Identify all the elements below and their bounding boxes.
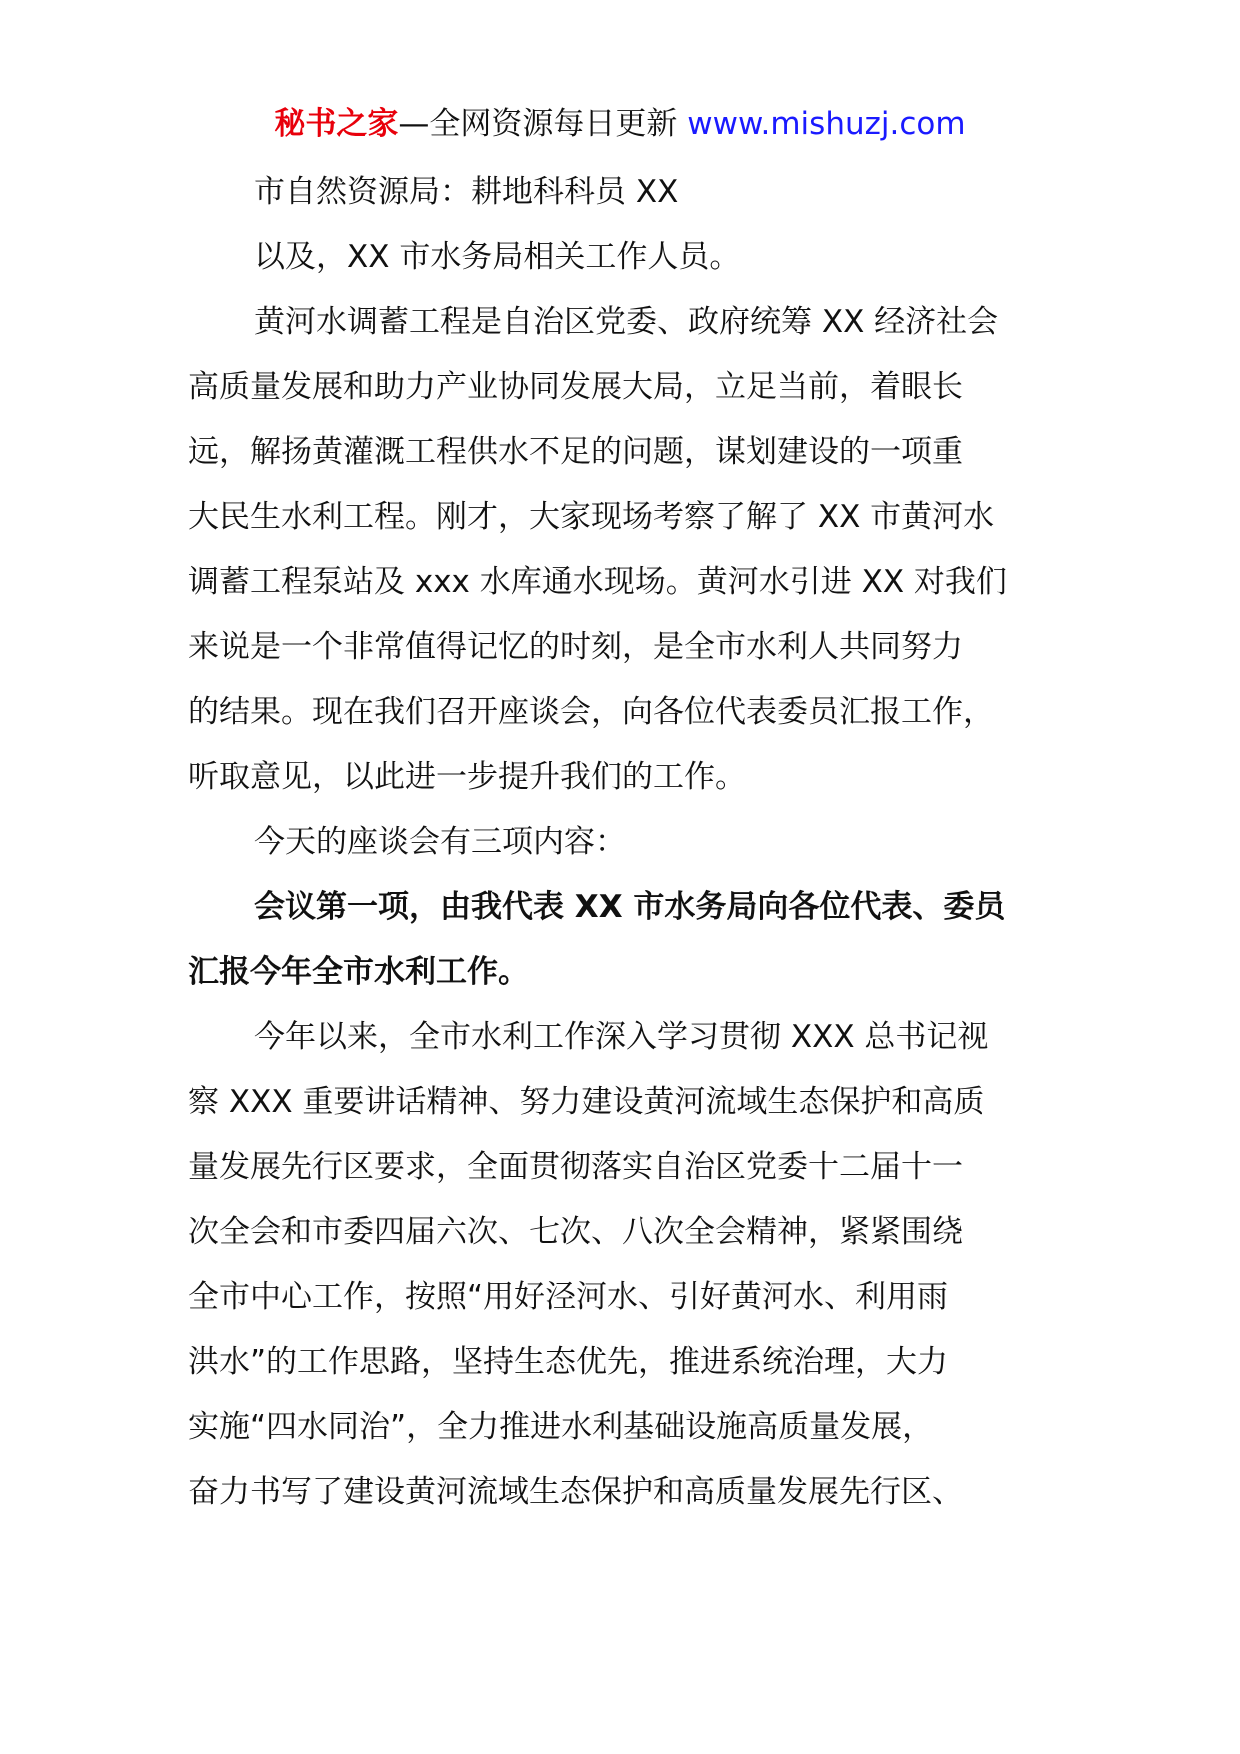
header-tagline: —全网资源每日更新: [398, 106, 688, 142]
text-line: 远，解扬黄灌溉工程供水不足的问题，谋划建设的一项重: [188, 434, 963, 470]
text-line: 高质量发展和助力产业协同发展大局，立足当前，着眼长: [188, 369, 963, 405]
paragraph-first-line: 今年以来，全市水利工作深入学习贯彻 XXX 总书记视: [254, 1019, 989, 1055]
bold-heading-line: 汇报今年全市水利工作。: [188, 954, 529, 990]
text-line: 实施“四水同治”，全力推进水利基础设施高质量发展，: [188, 1409, 934, 1445]
paragraph-first-line: 今天的座谈会有三项内容：: [254, 824, 626, 860]
document-body: [188, 160, 1068, 1525]
text-line: 大民生水利工程。刚才，大家现场考察了解了 XX 市黄河水: [188, 499, 995, 535]
bold-heading-line: 会议第一项，由我代表 XX 市水务局向各位代表、委员: [254, 889, 1006, 925]
text-line: 次全会和市委四届六次、七次、八次全会精神，紧紧围绕: [188, 1214, 963, 1250]
text-line: 量发展先行区要求，全面贯彻落实自治区党委十二届十一: [188, 1149, 963, 1185]
text-line: 察 XXX 重要讲话精神、努力建设黄河流域生态保护和高质: [188, 1084, 985, 1120]
text-line: 以及，XX 市水务局相关工作人员。: [254, 239, 741, 275]
text-line: 的结果。现在我们召开座谈会，向各位代表委员汇报工作，: [188, 694, 994, 730]
text-line: 市自然资源局：耕地科科员 XX: [254, 174, 679, 210]
paragraph-first-line: 黄河水调蓄工程是自治区党委、政府统筹 XX 经济社会: [254, 304, 999, 340]
text-line: 奋力书写了建设黄河流域生态保护和高质量发展先行区、: [188, 1474, 963, 1510]
brand-name: 秘书之家: [274, 106, 399, 142]
text-line: 来说是一个非常值得记忆的时刻，是全市水利人共同努力: [188, 629, 963, 665]
text-line: 听取意见，以此进一步提升我们的工作。: [188, 759, 746, 795]
text-line: 全市中心工作，按照“用好泾河水、引好黄河水、利用雨: [188, 1279, 949, 1315]
text-line: 洪水”的工作思路，坚持生态优先，推进系统治理，大力: [188, 1344, 949, 1380]
text-line: 调蓄工程泵站及 xxx 水库通水现场。黄河水引进 XX 对我们: [188, 564, 1007, 600]
website-link[interactable]: www.mishuzj.com: [687, 106, 966, 142]
page-header: [0, 98, 1240, 150]
